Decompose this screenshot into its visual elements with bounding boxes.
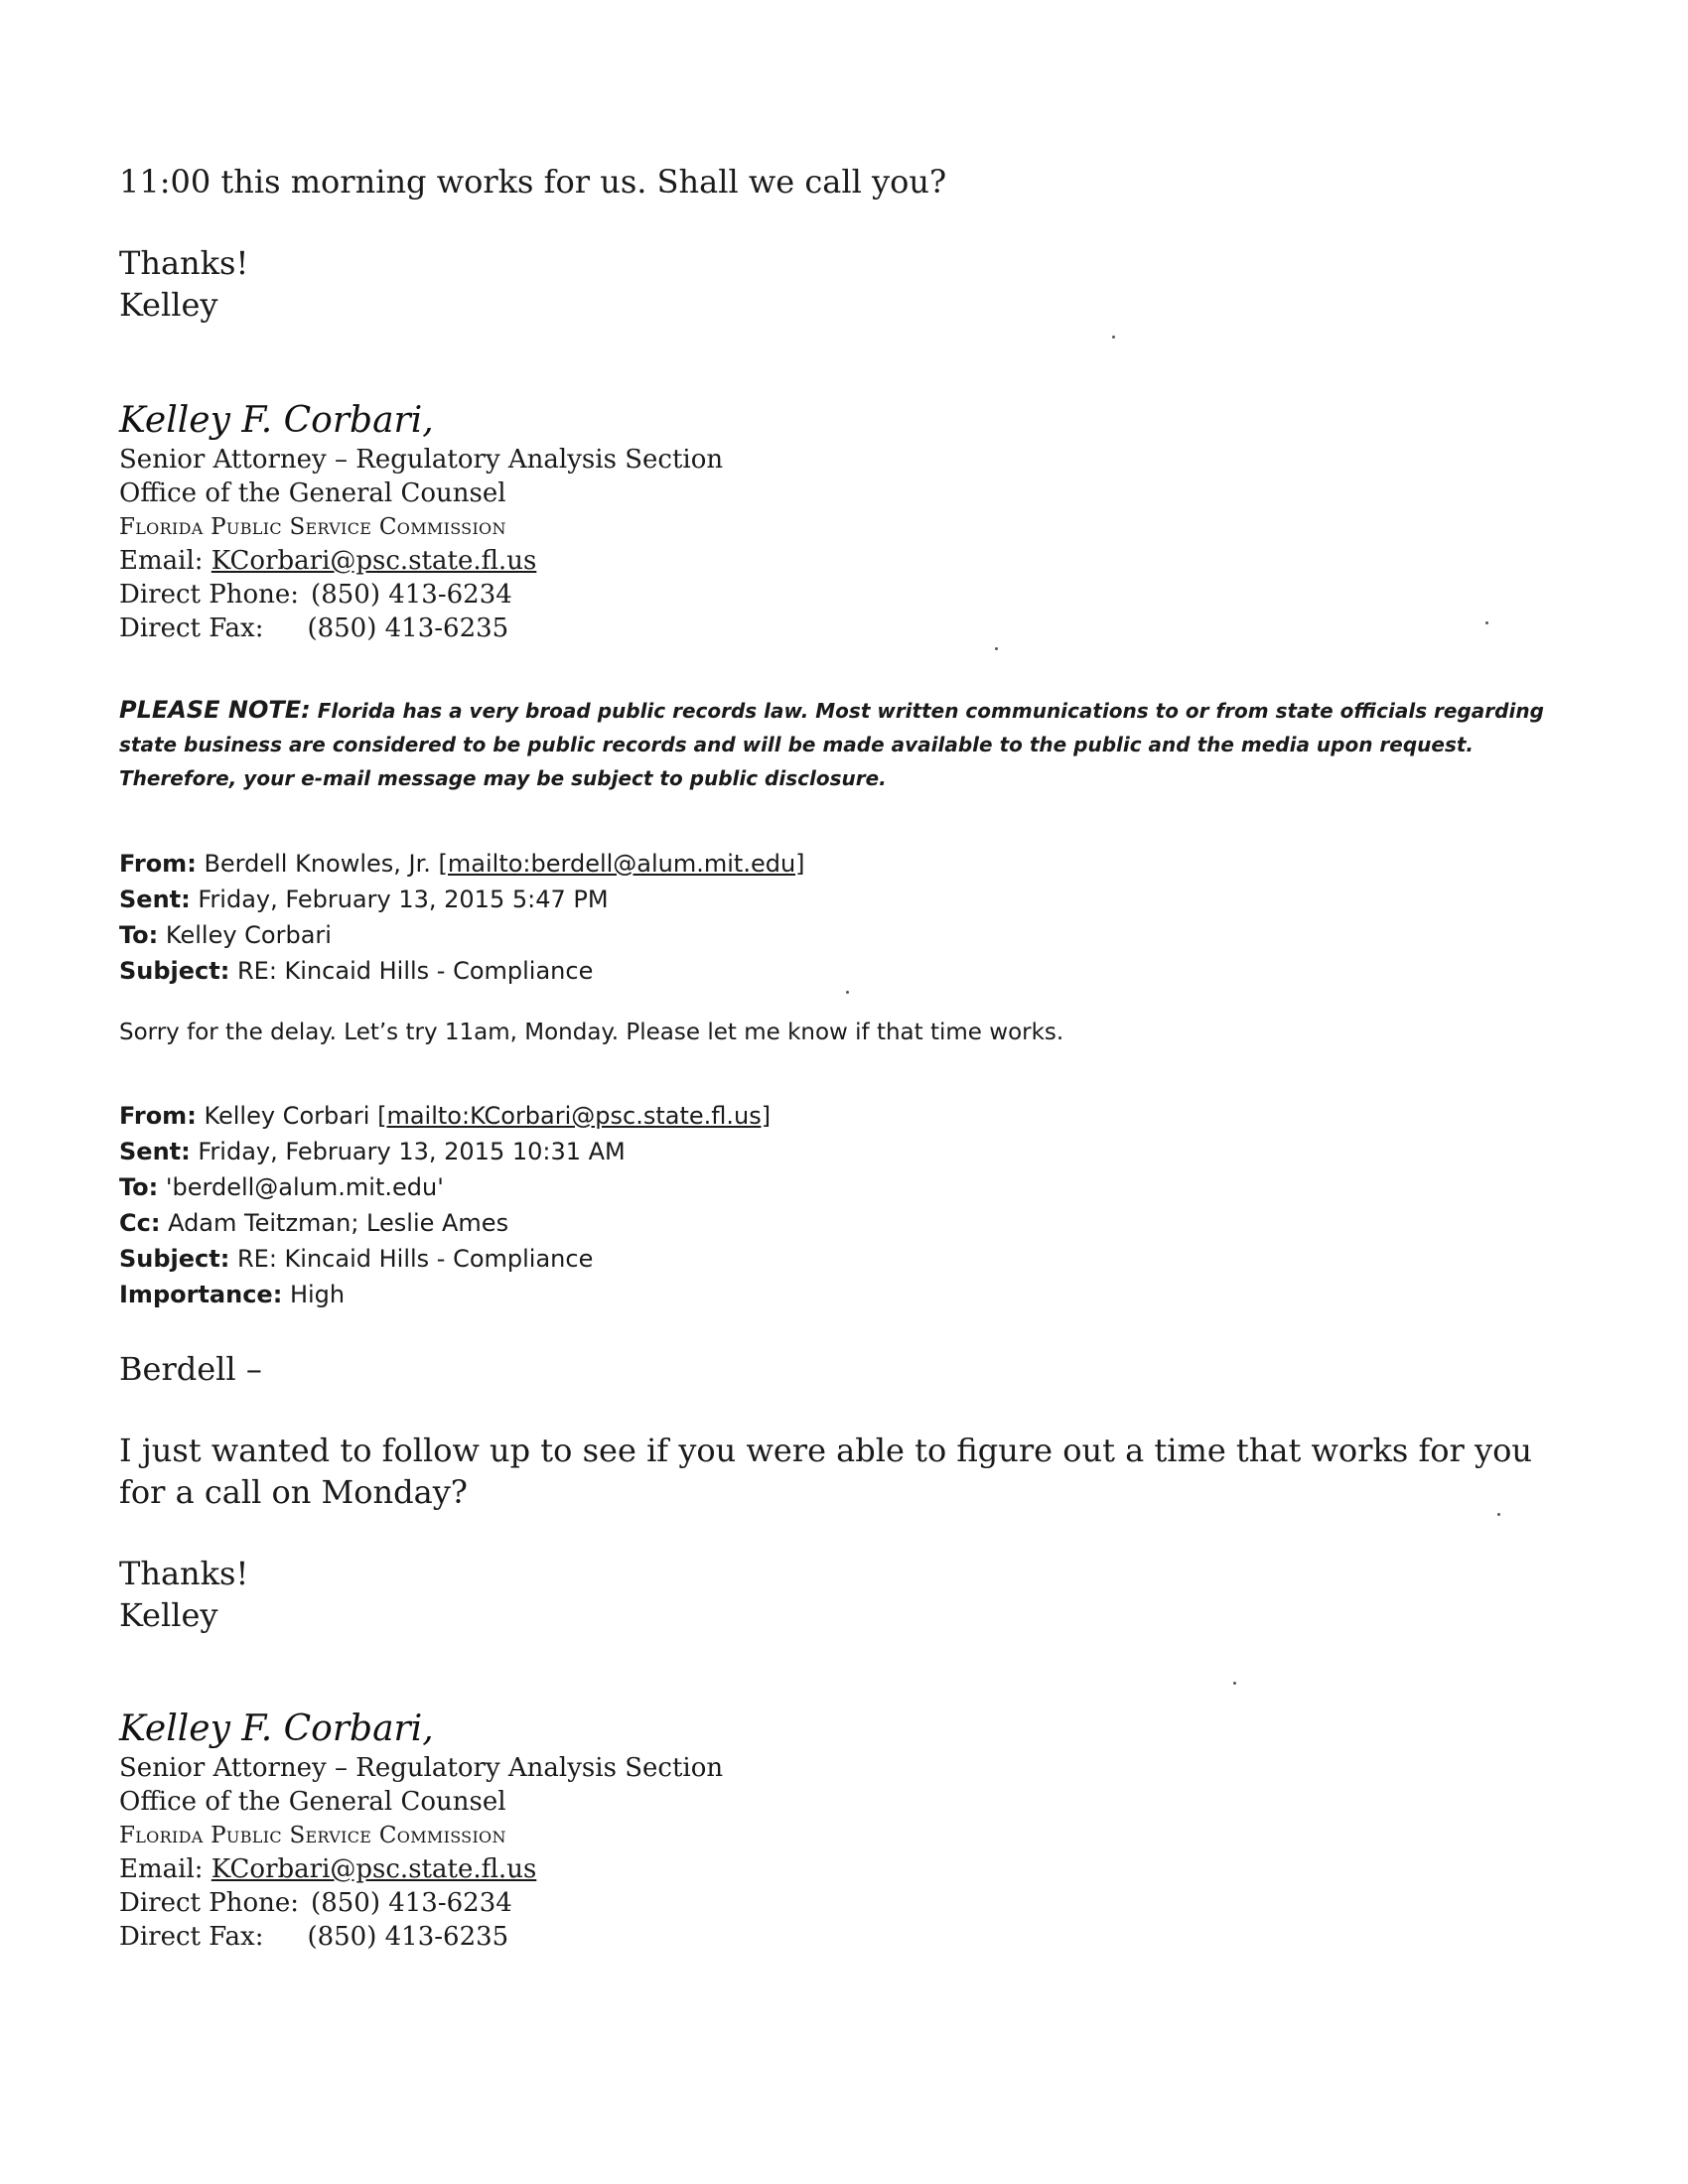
email-label: Email: — [119, 1854, 204, 1884]
signature-title: Senior Attorney – Regulatory Analysis Section — [119, 1753, 724, 1783]
notice-lead: PLEASE NOTE: — [119, 696, 311, 724]
mailto-link[interactable]: [mailto:KCorbari@psc.state.fl.us] — [377, 1102, 772, 1130]
email-header-1 — [119, 846, 1579, 989]
signature-phone-row — [119, 578, 1579, 612]
email-link[interactable]: KCorbari@psc.state.fl.us — [211, 546, 537, 576]
to-row: To: 'berdell@alum.mit.edu' — [119, 1173, 444, 1201]
signature-fax-row — [119, 1920, 1579, 1954]
scan-speck — [995, 647, 998, 650]
signature-name: Kelley F. Corbari, — [119, 400, 434, 441]
signature-email-row — [119, 1852, 1579, 1886]
email-body-2 — [119, 1348, 1579, 1636]
scan-speck — [846, 991, 849, 994]
signature-phone-row — [119, 1886, 1579, 1920]
reply-message — [119, 161, 1579, 326]
email-link[interactable]: KCorbari@psc.state.fl.us — [211, 1854, 537, 1884]
from-row: From: Kelley Corbari [mailto:KCorbari@psc.state.fl.us] — [119, 1102, 772, 1130]
signature-title: Senior Attorney – Regulatory Analysis Section — [119, 445, 724, 475]
signature-fax-row — [119, 612, 1579, 645]
email-label: Email: — [119, 546, 204, 576]
signature-org: Florida Public Service Commission — [119, 1823, 506, 1848]
subject-row: Subject: RE: Kincaid Hills - Compliance — [119, 1245, 594, 1273]
signature-org: Florida Public Service Commission — [119, 514, 506, 540]
mailto-link[interactable]: [mailto:berdell@alum.mit.edu] — [438, 850, 805, 878]
subject-row: Subject: RE: Kincaid Hills - Compliance — [119, 957, 594, 985]
reply-sender-name: Kelley — [119, 286, 218, 324]
thanks: Thanks! — [119, 1555, 249, 1592]
scan-speck — [1233, 1682, 1236, 1685]
fax-label: Direct Fax: — [119, 1922, 264, 1952]
public-records-notice — [119, 693, 1559, 795]
scan-speck — [1112, 336, 1115, 339]
importance-row: Importance: High — [119, 1281, 346, 1308]
notice-text: Florida has a very broad public records law. Most written communications to or from state officials regarding state business are considered to be public records and will be made available to the public and the media upon request. Therefore, your e-mail message may be subject to public disclosure. — [119, 699, 1544, 790]
fax-label: Direct Fax: — [119, 614, 264, 643]
phone-value: (850) 413-6234 — [311, 580, 512, 610]
scan-speck — [1485, 621, 1488, 624]
body-text: I just wanted to follow up to see if you were able to figure out a time that works for you for a call on Monday? — [119, 1432, 1532, 1511]
scan-speck — [1497, 1513, 1500, 1516]
signature-block-1 — [119, 399, 1579, 645]
sent-row: Sent: Friday, February 13, 2015 10:31 AM — [119, 1138, 626, 1165]
fax-value: (850) 413-6235 — [307, 1922, 509, 1952]
reply-line: 11:00 this morning works for us. Shall we call you? — [119, 163, 947, 201]
email-header-2 — [119, 1098, 1579, 1312]
from-row: From: Berdell Knowles, Jr. [mailto:berdell@alum.mit.edu] — [119, 850, 805, 878]
to-row: To: Kelley Corbari — [119, 921, 332, 949]
signature-office: Office of the General Counsel — [119, 1787, 506, 1817]
sent-row: Sent: Friday, February 13, 2015 5:47 PM — [119, 886, 609, 913]
sender-name: Kelley — [119, 1596, 218, 1634]
signature-name: Kelley F. Corbari, — [119, 1708, 434, 1749]
phone-value: (850) 413-6234 — [311, 1888, 512, 1918]
greeting: Berdell – — [119, 1350, 262, 1388]
phone-label: Direct Phone: — [119, 1888, 300, 1918]
signature-office: Office of the General Counsel — [119, 478, 506, 508]
reply-thanks: Thanks! — [119, 244, 249, 282]
signature-block-2 — [119, 1707, 1579, 1954]
signature-email-row — [119, 544, 1579, 578]
email-body-1: Sorry for the delay. Let’s try 11am, Monday. Please let me know if that time works. — [119, 1020, 1064, 1045]
cc-row: Cc: Adam Teitzman; Leslie Ames — [119, 1209, 509, 1237]
fax-value: (850) 413-6235 — [307, 614, 509, 643]
phone-label: Direct Phone: — [119, 580, 300, 610]
